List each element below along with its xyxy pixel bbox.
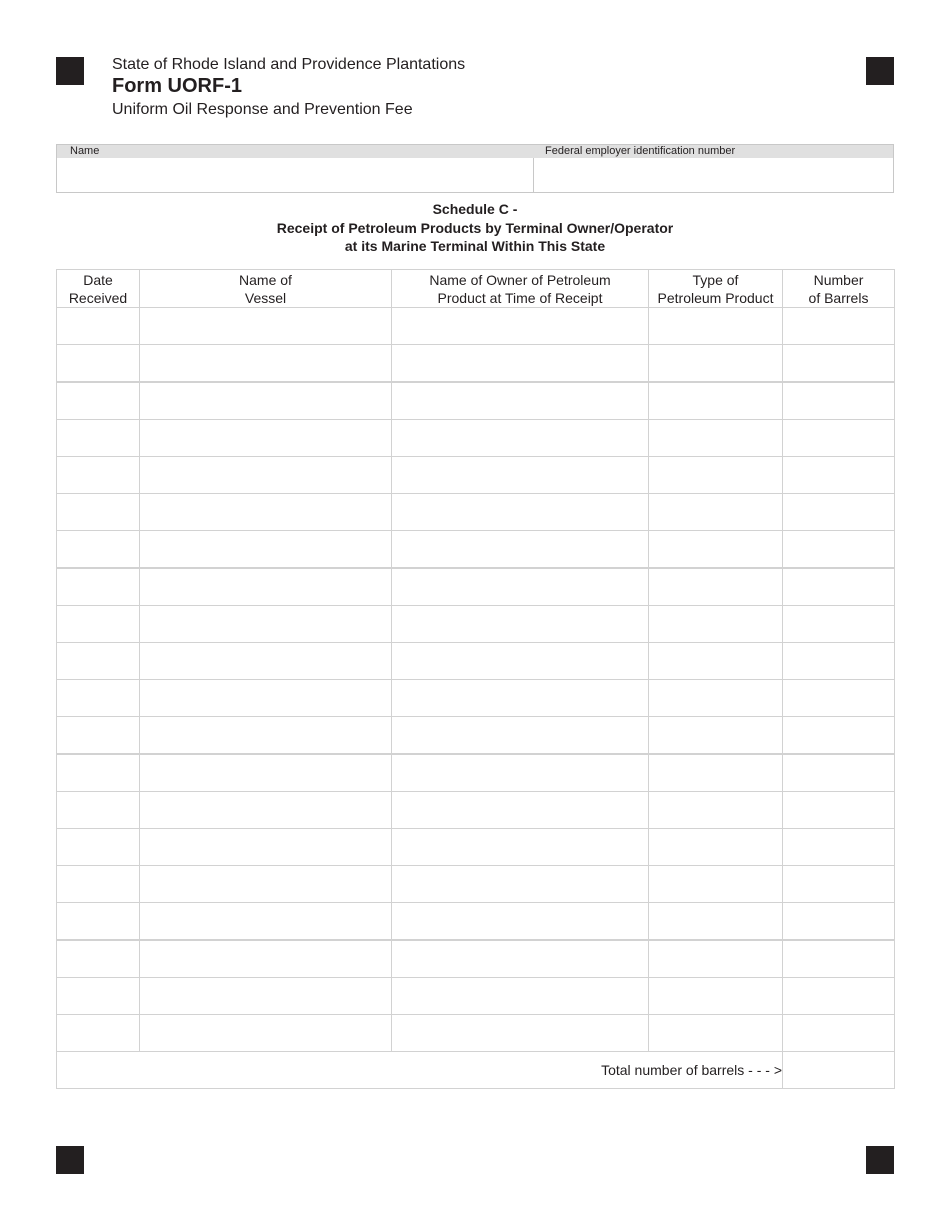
table-row <box>57 494 895 531</box>
product-type-cell[interactable] <box>649 494 783 531</box>
owner-name-cell[interactable] <box>392 568 649 606</box>
table-row <box>57 680 895 717</box>
barrels-cell[interactable] <box>783 568 895 606</box>
vessel-name-cell[interactable] <box>140 457 392 494</box>
date-received-cell[interactable] <box>57 420 140 457</box>
product-type-cell[interactable] <box>649 308 783 345</box>
owner-name-cell[interactable] <box>392 792 649 829</box>
vessel-name-cell[interactable] <box>140 792 392 829</box>
barrels-cell[interactable] <box>783 754 895 792</box>
product-type-cell[interactable] <box>649 420 783 457</box>
table-row <box>57 940 895 978</box>
state-name: State of Rhode Island and Providence Plantations <box>112 56 466 73</box>
product-type-cell[interactable] <box>649 531 783 569</box>
barrels-cell[interactable] <box>783 494 895 531</box>
identification-label-bar <box>57 145 893 158</box>
product-type-cell[interactable] <box>649 940 783 978</box>
owner-name-cell[interactable] <box>392 940 649 978</box>
product-type-cell[interactable] <box>649 1015 783 1052</box>
owner-name-cell[interactable] <box>392 1015 649 1052</box>
date-received-cell[interactable] <box>57 382 140 420</box>
barrels-cell[interactable] <box>783 866 895 903</box>
vessel-name-cell[interactable] <box>140 606 392 643</box>
vessel-name-cell[interactable] <box>140 680 392 717</box>
table-row <box>57 531 895 569</box>
barrels-cell[interactable] <box>783 717 895 755</box>
vessel-name-cell[interactable] <box>140 643 392 680</box>
barrels-cell[interactable] <box>783 1015 895 1052</box>
table-row <box>57 754 895 792</box>
barrels-cell[interactable] <box>783 531 895 569</box>
date-received-cell[interactable] <box>57 643 140 680</box>
owner-name-cell[interactable] <box>392 382 649 420</box>
owner-name-cell[interactable] <box>392 866 649 903</box>
barrels-cell[interactable] <box>783 382 895 420</box>
date-received-cell[interactable] <box>57 457 140 494</box>
product-type-cell[interactable] <box>649 792 783 829</box>
product-type-cell[interactable] <box>649 829 783 866</box>
date-received-cell[interactable] <box>57 754 140 792</box>
table-row <box>57 717 895 755</box>
owner-name-cell[interactable] <box>392 531 649 569</box>
owner-name-cell[interactable] <box>392 494 649 531</box>
table-row <box>57 903 895 941</box>
table-row <box>57 829 895 866</box>
date-received-cell[interactable] <box>57 903 140 941</box>
barrels-cell[interactable] <box>783 829 895 866</box>
date-received-cell[interactable] <box>57 792 140 829</box>
fein-field[interactable] <box>533 158 894 192</box>
owner-name-cell[interactable] <box>392 754 649 792</box>
column-header-product-type: Type of Petroleum Product <box>649 270 783 308</box>
table-row <box>57 308 895 345</box>
barrels-cell[interactable] <box>783 903 895 941</box>
barrels-cell[interactable] <box>783 345 895 383</box>
table-header-row <box>57 270 895 308</box>
product-type-cell[interactable] <box>649 717 783 755</box>
vessel-name-cell[interactable] <box>140 531 392 569</box>
owner-name-cell[interactable] <box>392 643 649 680</box>
fein-label: Federal employer identification number <box>545 145 736 157</box>
owner-name-cell[interactable] <box>392 345 649 383</box>
product-type-cell[interactable] <box>649 903 783 941</box>
date-received-cell[interactable] <box>57 717 140 755</box>
product-type-cell[interactable] <box>649 866 783 903</box>
product-type-cell[interactable] <box>649 606 783 643</box>
product-type-cell[interactable] <box>649 754 783 792</box>
vessel-name-cell[interactable] <box>140 978 392 1015</box>
barrels-cell[interactable] <box>783 457 895 494</box>
date-received-cell[interactable] <box>57 680 140 717</box>
identification-box <box>56 144 894 193</box>
owner-name-cell[interactable] <box>392 680 649 717</box>
schedule-title-line-1: Schedule C - <box>432 201 518 217</box>
owner-name-cell[interactable] <box>392 717 649 755</box>
table-row <box>57 643 895 680</box>
vessel-name-cell[interactable] <box>140 829 392 866</box>
date-received-cell[interactable] <box>57 940 140 978</box>
name-label: Name <box>70 145 100 157</box>
barrels-cell[interactable] <box>783 606 895 643</box>
owner-name-cell[interactable] <box>392 457 649 494</box>
barrels-cell[interactable] <box>783 643 895 680</box>
table-row <box>57 420 895 457</box>
product-type-cell[interactable] <box>649 568 783 606</box>
column-header-vessel-name: Name of Vessel <box>140 270 392 308</box>
owner-name-cell[interactable] <box>392 829 649 866</box>
date-received-cell[interactable] <box>57 494 140 531</box>
vessel-name-cell[interactable] <box>140 903 392 941</box>
product-type-cell[interactable] <box>649 457 783 494</box>
date-received-cell[interactable] <box>57 829 140 866</box>
total-row <box>57 1052 895 1089</box>
vessel-name-cell[interactable] <box>140 717 392 755</box>
product-type-cell[interactable] <box>649 643 783 680</box>
vessel-name-cell[interactable] <box>140 382 392 420</box>
product-type-cell[interactable] <box>649 345 783 383</box>
owner-name-cell[interactable] <box>392 606 649 643</box>
vessel-name-cell[interactable] <box>140 866 392 903</box>
registration-mark-bottom-left <box>56 1146 84 1174</box>
schedule-title-line-3: at its Marine Terminal Within This State <box>344 238 606 254</box>
vessel-name-cell[interactable] <box>140 420 392 457</box>
product-type-cell[interactable] <box>649 978 783 1015</box>
date-received-cell[interactable] <box>57 308 140 345</box>
table-row <box>57 457 895 494</box>
table-row <box>57 345 895 383</box>
table-row <box>57 382 895 420</box>
barrels-cell[interactable] <box>783 308 895 345</box>
column-header-date-received: Date Received <box>57 270 140 308</box>
form-header <box>112 55 465 120</box>
date-received-cell[interactable] <box>57 978 140 1015</box>
name-field[interactable] <box>57 158 532 192</box>
table-row <box>57 1015 895 1052</box>
date-received-cell[interactable] <box>57 1015 140 1052</box>
table-row <box>57 606 895 643</box>
total-barrels-label: Total number of barrels - - - > <box>57 1052 783 1089</box>
registration-mark-bottom-right <box>866 1146 894 1174</box>
barrels-cell[interactable] <box>783 940 895 978</box>
table-row <box>57 568 895 606</box>
barrels-cell[interactable] <box>783 792 895 829</box>
vessel-name-cell[interactable] <box>140 308 392 345</box>
date-received-cell[interactable] <box>57 531 140 569</box>
vessel-name-cell[interactable] <box>140 568 392 606</box>
barrels-cell[interactable] <box>783 680 895 717</box>
receipts-table <box>56 269 895 1089</box>
vessel-name-cell[interactable] <box>140 345 392 383</box>
column-header-barrels: Number of Barrels <box>783 270 895 308</box>
registration-mark-top-right <box>866 57 894 85</box>
date-received-cell[interactable] <box>57 606 140 643</box>
date-received-cell[interactable] <box>57 568 140 606</box>
owner-name-cell[interactable] <box>392 903 649 941</box>
product-type-cell[interactable] <box>649 680 783 717</box>
table-row <box>57 978 895 1015</box>
form-title: Form UORF-1 <box>112 75 242 97</box>
barrels-cell[interactable] <box>783 978 895 1015</box>
column-header-owner-name: Name of Owner of Petroleum Product at Time of Receipt <box>392 270 649 308</box>
registration-mark-top-left <box>56 57 84 85</box>
schedule-title-line-2: Receipt of Petroleum Products by Terminal Owner/Operator <box>276 219 674 236</box>
table-row <box>57 866 895 903</box>
date-received-cell[interactable] <box>57 866 140 903</box>
owner-name-cell[interactable] <box>392 978 649 1015</box>
schedule-title <box>56 200 894 256</box>
owner-name-cell[interactable] <box>392 420 649 457</box>
vessel-name-cell[interactable] <box>140 754 392 792</box>
barrels-cell[interactable] <box>783 420 895 457</box>
vessel-name-cell[interactable] <box>140 494 392 531</box>
date-received-cell[interactable] <box>57 345 140 383</box>
product-type-cell[interactable] <box>649 382 783 420</box>
vessel-name-cell[interactable] <box>140 940 392 978</box>
owner-name-cell[interactable] <box>392 308 649 345</box>
total-barrels-field[interactable] <box>783 1052 895 1089</box>
form-subtitle: Uniform Oil Response and Prevention Fee <box>112 101 413 118</box>
table-row <box>57 792 895 829</box>
vessel-name-cell[interactable] <box>140 1015 392 1052</box>
